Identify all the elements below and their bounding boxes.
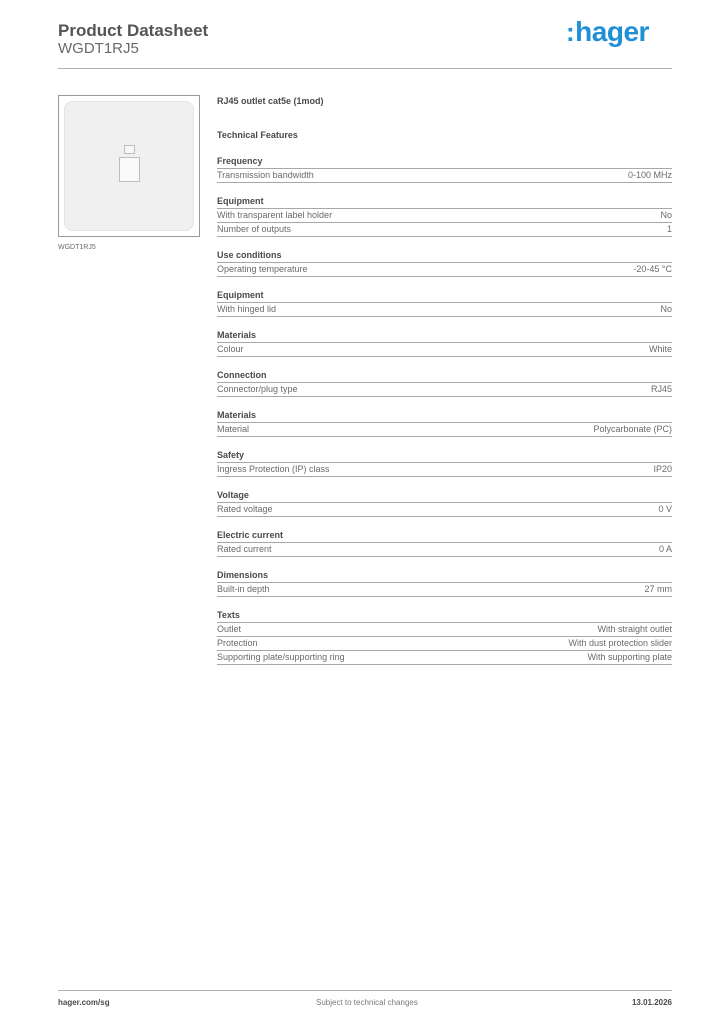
feature-row xyxy=(217,263,672,277)
feature-row xyxy=(217,623,672,637)
feature-group-title: Texts xyxy=(217,610,672,623)
footer-website[interactable]: hager.com/sg xyxy=(58,998,110,1007)
feature-value: White xyxy=(648,344,672,354)
feature-label: Supporting plate/supporting ring xyxy=(217,652,345,662)
feature-label: Rated current xyxy=(217,544,272,554)
feature-row xyxy=(217,637,672,651)
feature-group xyxy=(217,196,672,237)
features-list xyxy=(217,156,672,678)
feature-group-title: Equipment xyxy=(217,290,672,303)
feature-group-title: Use conditions xyxy=(217,250,672,263)
feature-label: With hinged lid xyxy=(217,304,277,314)
feature-label: Protection xyxy=(217,638,258,648)
feature-group xyxy=(217,610,672,665)
feature-label: Outlet xyxy=(217,624,242,634)
feature-value: IP20 xyxy=(653,464,672,474)
feature-value: 0-100 MHz xyxy=(627,170,672,180)
feature-row xyxy=(217,423,672,437)
logo-dots: : xyxy=(566,17,575,47)
feature-group xyxy=(217,156,672,183)
logo-text: hager xyxy=(575,16,649,47)
rj45-port xyxy=(119,157,140,182)
feature-value: 0 V xyxy=(658,504,672,514)
feature-group-title: Materials xyxy=(217,410,672,423)
feature-value: RJ45 xyxy=(650,384,672,394)
feature-row xyxy=(217,223,672,237)
hager-logo[interactable] xyxy=(566,16,649,48)
feature-label: Ingress Protection (IP) class xyxy=(217,464,330,474)
feature-group xyxy=(217,370,672,397)
feature-label: Connector/plug type xyxy=(217,384,298,394)
feature-group xyxy=(217,250,672,277)
feature-label: With transparent label holder xyxy=(217,210,333,220)
feature-group xyxy=(217,410,672,437)
feature-group xyxy=(217,570,672,597)
feature-group xyxy=(217,530,672,557)
footer-divider xyxy=(58,990,672,991)
footer-date: 13.01.2026 xyxy=(631,998,672,1007)
feature-group xyxy=(217,290,672,317)
feature-label: Rated voltage xyxy=(217,504,273,514)
header-title: Product Datasheet xyxy=(58,21,209,40)
feature-row xyxy=(217,583,672,597)
feature-label: Number of outputs xyxy=(217,224,292,234)
feature-row xyxy=(217,209,672,223)
feature-row xyxy=(217,503,672,517)
feature-group-title: Connection xyxy=(217,370,672,383)
feature-group xyxy=(217,450,672,477)
product-image-caption: WGDT1RJ5 xyxy=(58,244,96,251)
feature-group-title: Frequency xyxy=(217,156,672,169)
product-name: RJ45 outlet cat5e (1mod) xyxy=(217,96,324,106)
feature-label: Transmission bandwidth xyxy=(217,170,314,180)
feature-label: Colour xyxy=(217,344,244,354)
product-image xyxy=(58,95,200,237)
technical-features-title: Technical Features xyxy=(217,130,298,140)
feature-group xyxy=(217,330,672,357)
feature-value: 1 xyxy=(666,224,672,234)
feature-value: 0 A xyxy=(658,544,672,554)
feature-group-title: Electric current xyxy=(217,530,672,543)
feature-group-title: Dimensions xyxy=(217,570,672,583)
feature-value: With dust protection slider xyxy=(568,638,672,648)
feature-group-title: Materials xyxy=(217,330,672,343)
header-divider xyxy=(58,68,672,69)
feature-row xyxy=(217,303,672,317)
feature-row xyxy=(217,463,672,477)
feature-row xyxy=(217,169,672,183)
feature-value: 27 mm xyxy=(644,584,672,594)
label-window xyxy=(124,145,135,154)
feature-group xyxy=(217,490,672,517)
feature-row xyxy=(217,651,672,665)
feature-value: Polycarbonate (PC) xyxy=(593,424,672,434)
feature-group-title: Safety xyxy=(217,450,672,463)
outlet-plate xyxy=(64,101,194,231)
feature-group-title: Equipment xyxy=(217,196,672,209)
feature-row xyxy=(217,383,672,397)
feature-value: With supporting plate xyxy=(587,652,672,662)
footer-notice: Subject to technical changes xyxy=(316,998,418,1007)
feature-value: No xyxy=(660,304,672,314)
feature-value: With straight outlet xyxy=(597,624,672,634)
header-product-code: WGDT1RJ5 xyxy=(58,40,139,57)
feature-row xyxy=(217,543,672,557)
feature-label: Material xyxy=(217,424,250,434)
feature-label: Operating temperature xyxy=(217,264,308,274)
feature-value: No xyxy=(660,210,672,220)
feature-label: Built-in depth xyxy=(217,584,270,594)
feature-row xyxy=(217,343,672,357)
feature-group-title: Voltage xyxy=(217,490,672,503)
feature-value: -20-45 °C xyxy=(633,264,672,274)
